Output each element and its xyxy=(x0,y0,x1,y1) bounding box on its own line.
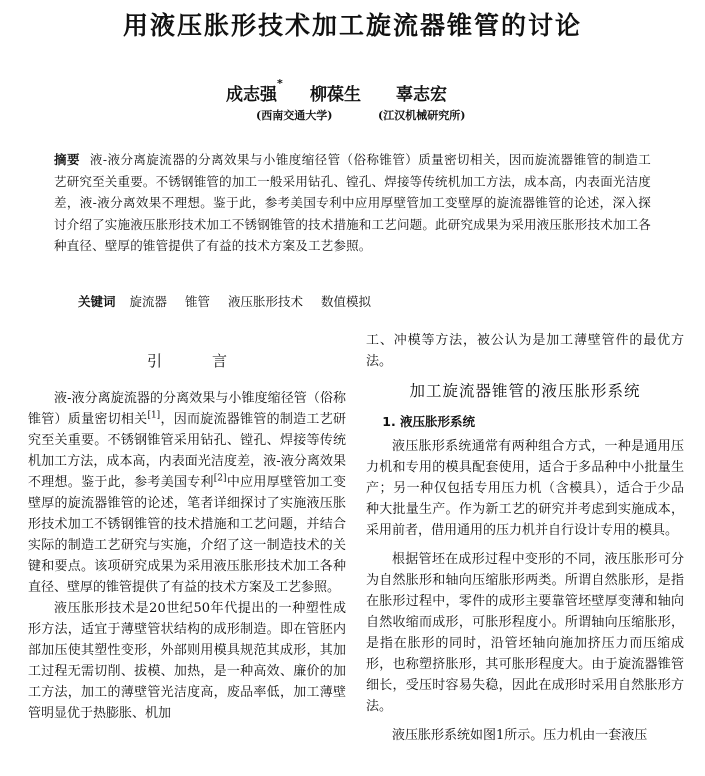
body-paragraph: 根据管坯在成形过程中变形的不同，液压胀形可分为自然胀形和轴向压缩胀形两类。所谓自然胀形，是指在胀形过程中，零件的成形主要靠管坯壁厚变薄和轴向自然收缩而成形，可胀形程度小。所谓轴向压缩胀形，是指在胀形的同时，沿管坯轴向施加挤压力而压缩成形，也称塑挤胀形，其可胀形程度大。由于旋流器锥管细长，受压时容易失稳，因此在成形时采用自然胀形方法。 xyxy=(366,552,684,714)
body-paragraph: 液压胀形系统如图1所示。压力机由一套液压 xyxy=(392,728,648,743)
keyword: 液压胀形技术 xyxy=(228,294,304,309)
author-name: 柳葆生 xyxy=(310,85,361,105)
section-heading: 加工旋流器锥管的液压胀形系统 xyxy=(409,382,641,400)
intro-paragraph: 液-液分离旋流器的分离效果与小锥度缩径管（俗称锥管）质量密切相关[1]，因而旋流器锥管的制造工艺研究至关重要。不锈钢锥管采用钻孔、镗孔、焊接等传统机加工方法，成本高，内表面光洁度差，液-液分离效果不理想。鉴于此，参考美国专利[2]中应用厚壁管加工变壁厚的旋流器锥管的论述，笔者详细探讨了实施液压胀形技术加工不锈钢锥管的技术措施和工艺问题，并结合实际的制造工艺研究与实施，介绍了这一制造技术的关键和要点。该项研究成果为采用液压胀形技术加工各种直径、壁厚的锥管提供了有益的技术方案及工艺参照。 xyxy=(28,391,346,595)
author-name: 辜志宏 xyxy=(396,85,447,105)
affiliation-list xyxy=(200,107,530,125)
citation-ref: [1] xyxy=(147,410,161,421)
intro-paragraph-continued: 工、冲模等方法，被公认为是加工薄壁管件的最优方法。 xyxy=(366,333,684,369)
affiliation: (江汉机械研究所) xyxy=(378,109,466,122)
abstract xyxy=(54,149,651,257)
paper-title: 用液压胀形技术加工旋流器锥管的讨论 xyxy=(122,11,582,40)
intro-paragraph: 液压胀形技术是20世纪50年代提出的一种塑性成形方法，适宜于薄壁管状结构的成形制造。即在管胚内部加压使其塑性变形，外部则用模具规范其成形，其加工过程无需切削、拔模、加热，是一种高效、廉价的加工方法，加工的薄壁管光洁度高，废品率低，加工薄壁管明显优于热膨胀、机加 xyxy=(28,601,346,721)
affiliation: (西南交通大学) xyxy=(256,109,333,122)
keyword: 数值模拟 xyxy=(321,294,372,309)
abstract-label: 摘要 xyxy=(54,152,80,167)
citation-ref: [2] xyxy=(213,473,227,484)
keywords xyxy=(78,292,385,310)
author-list xyxy=(200,77,500,106)
author-footnote-mark: * xyxy=(277,77,283,91)
author-name: 成志强* xyxy=(226,77,283,105)
keywords-label: 关键词 xyxy=(78,294,116,309)
body-paragraph: 液压胀形系统通常有两种组合方式，一种是通用压力机和专用的模具配套使用，适合于多品种中小批量生产；另一种仅包括专用压力机（含模具），适合于少品种大批量生产。作为新工艺的研究并考虑到实施成本，采用前者，借用通用的压力机并自行设计专用的模具。 xyxy=(366,439,684,538)
left-column xyxy=(28,330,346,724)
subsection-heading: 1. 液压胀形系统 xyxy=(382,414,476,429)
abstract-text: 液-液分离旋流器的分离效果与小锥度缩径管（俗称锥管）质量密切相关，因而旋流器锥管的制造工艺研究至关重要。不锈钢锥管的加工一般采用钻孔、镗孔、焊接等传统机加工方法，成本高，内表面光洁度差，液-液分离效果不理想。鉴于此，参考美国专利中应用厚壁管加工变壁厚的旋流器锥管的论述，深入探讨介绍了实施液压胀形技术加工不锈钢锥管的技术措施和工艺问题。此研究成果为采用液压胀形技术加工各种直径、壁厚的锥管提供了有益的技术方案及工艺参照。 xyxy=(54,152,652,253)
keyword: 旋流器 xyxy=(129,294,168,309)
intro-heading: 引言 xyxy=(146,352,277,370)
keyword: 锥管 xyxy=(185,294,211,309)
right-column xyxy=(366,330,684,746)
